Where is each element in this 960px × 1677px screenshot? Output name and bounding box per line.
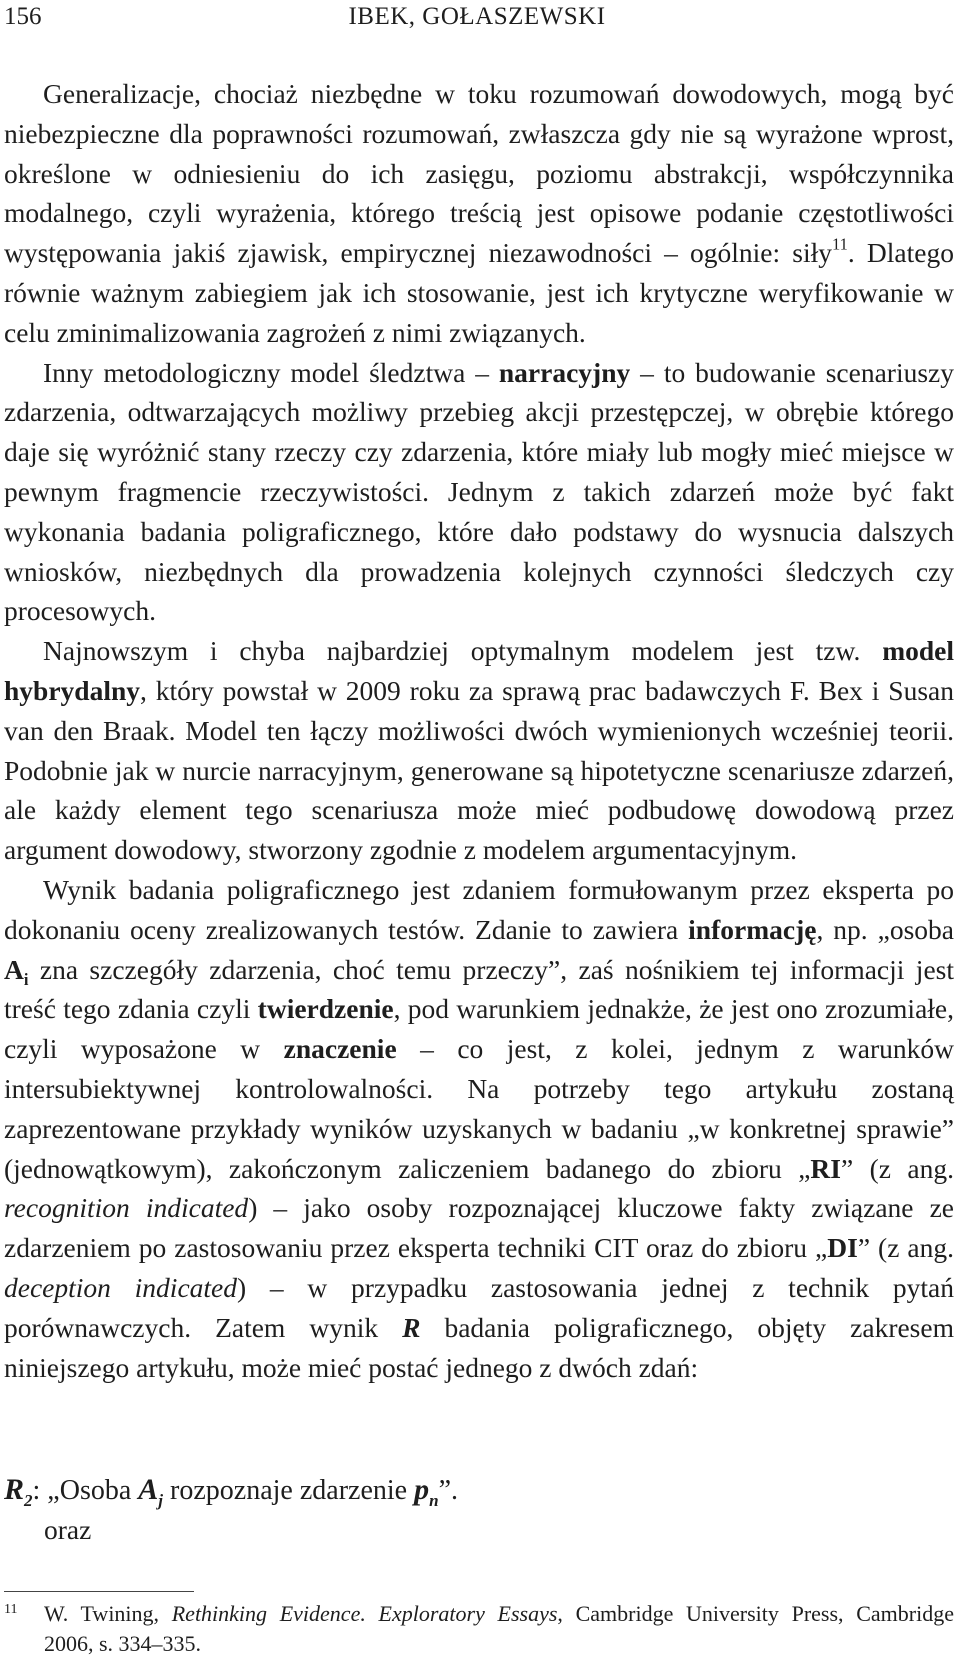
footnote-11	[4, 1599, 954, 1659]
term-narrative: narracyjny	[498, 356, 631, 388]
formula-text: rozpoznaje zdarzenie	[163, 1475, 415, 1506]
text-run: Inny metodologiczny model śledztwa –	[43, 356, 499, 388]
text-run: – to budowanie scenariuszy zdarzenia, odtwarzających możliwy przebieg akcji przestępczej, w obrębie którego daje się wyróżnić stany rzeczy czy zdarzenia, które miały lub mogły mieć miejsce w pewnym fragmencie rzeczywistości. Jednym z takich zdarzeń może być fakt wykonania badania poligraficznego, które dało podstawy do wysnucia dalszych wniosków, niezbędnych dla prowadzenia kolejnych czynności śledczych czy procesowych.	[4, 356, 954, 627]
footnote-line: 11 W. Twining, Rethinking Evidence. Exploratory Essays, Cambridge University Press, Cambridge	[4, 1601, 954, 1626]
text-run: Wynik badania poligraficznego jest zdaniem formułowanym przez eksperta po dokonaniu oceny zrealizowanych testów. Zdanie to zawiera	[4, 873, 954, 945]
footnote-text: W. Twining,	[44, 1601, 172, 1626]
formula-person: A	[138, 1473, 159, 1506]
symbol-result: R	[402, 1311, 421, 1343]
conjunction-oraz: oraz	[44, 1514, 92, 1545]
symbol-person	[4, 953, 29, 989]
term-information: informację	[688, 913, 817, 945]
term-hybrid-model: model hybrydalny	[4, 635, 954, 706]
text-run: badania poligraficznego, objęty zakresem niniejszego artykułu, może mieć postać jednego z dwóch zdań:	[4, 1311, 954, 1383]
paragraph-generalizations	[4, 74, 954, 353]
footnote-text: , Cambridge University Press, Cambridge	[557, 1601, 954, 1626]
footnote-book-title: Rethinking Evidence. Exploratory Essays	[171, 1601, 558, 1626]
formula-event: p	[414, 1473, 430, 1506]
paragraph-narrative-model	[4, 353, 954, 632]
symbol-person-letter: A	[4, 953, 24, 985]
formula-r2	[4, 1470, 954, 1511]
formula-text: : „Osoba	[32, 1475, 139, 1506]
footnote-ref[interactable]: 11	[832, 234, 848, 254]
text-run: , np. „osoba	[816, 913, 954, 945]
footnote-divider	[4, 1591, 194, 1592]
text-run: – co jest, z kolei, jednym z warunków intersubiektywnej kontrolowalności. Na potrzeby tego artykułu zostaną zaprezentowane przykłady wyników uzyskanych w badaniu „w konkretnej sprawie” (jednowątkowym), zakończonym zaliczeniem badanego do zbioru „	[4, 1033, 954, 1184]
text-run: . Dlatego równie ważnym zabiegiem jak ich stosowanie, jest ich krytyczne weryfikowanie w celu zminimalizowania zagrożeń z nimi związanych.	[4, 237, 954, 348]
footnote-line: 2006, s. 334–335.	[44, 1631, 202, 1656]
term-recognition-indicated: recognition indicated	[4, 1192, 249, 1224]
text-run: zna szczegóły zdarzenia, choć temu przeczy”, zaś nośnikiem tej informacji jest treść tego zdania czyli	[4, 953, 954, 1025]
text-run: , który powstał w 2009 roku za sprawą prac badawczych F. Bex i Susan van den Braak. Model ten łączy możliwości dwóch wymienionych wcześniej teorii. Podobnie jak w nurcie narracyjnym, generowane są hipotetyczne scenariusze zdarzeń, ale każdy element tego scenariusza może mieć podbudowę dowodową przez argument dowodowy, stworzony zgodnie z modelem argumentacyjnym.	[4, 674, 954, 866]
term-ri: RI	[810, 1152, 841, 1184]
page-number: 156	[4, 3, 42, 30]
paragraph-hybrid-model	[4, 631, 954, 870]
formula-person-index: j	[158, 1491, 164, 1510]
running-title: IBEK, GOŁASZEWSKI	[348, 3, 606, 30]
term-deception-indicated: deception indicated	[4, 1271, 237, 1303]
formula-event-index: n	[429, 1491, 439, 1510]
term-meaning: znaczenie	[283, 1033, 397, 1065]
symbol-person-index: i	[23, 969, 29, 989]
text-run: ” (z ang.	[857, 1232, 954, 1264]
term-statement: twierdzenie	[257, 993, 394, 1025]
text-run: ” (z ang.	[840, 1152, 954, 1184]
term-di: DI	[827, 1232, 858, 1264]
formula-label-index: 2	[24, 1491, 33, 1510]
running-head	[4, 2, 950, 32]
text-run: Najnowszym i chyba najbardziej optymalnym modelem jest tzw.	[43, 635, 883, 667]
text-run: ) – w przypadku zastosowania jednej z technik pytań porównawczych. Zatem wynik	[4, 1271, 954, 1343]
text-run: Generalizacje, chociaż niezbędne w toku rozumowań dowodowych, mogą być niebezpieczne dla poprawności rozumowań, zwłaszcza gdy nie są wyrażone wprost, określone w odniesieniu do ich zasięgu, poziomu abstrakcji, współczynnika modalnego, czyli wyrażenia, którego treścią jest opisowe podanie częstotliwości występowania jakiś zjawisk, empirycznej niezawodności – ogólnie: siły	[4, 78, 954, 269]
text-run: ) – jako osoby rozpoznającej kluczowe fakty związane ze zdarzeniem po zastosowaniu przez eksperta techniki CIT oraz do zbioru „	[4, 1192, 954, 1264]
paragraph-polygraph-result	[4, 870, 954, 1387]
formula-text: ”.	[438, 1475, 458, 1506]
body-text	[4, 74, 954, 1387]
text-run: , pod warunkiem jednakże, że jest ono zrozumiałe, czyli wyposażone w	[4, 993, 954, 1065]
formula-label: R	[4, 1473, 25, 1506]
